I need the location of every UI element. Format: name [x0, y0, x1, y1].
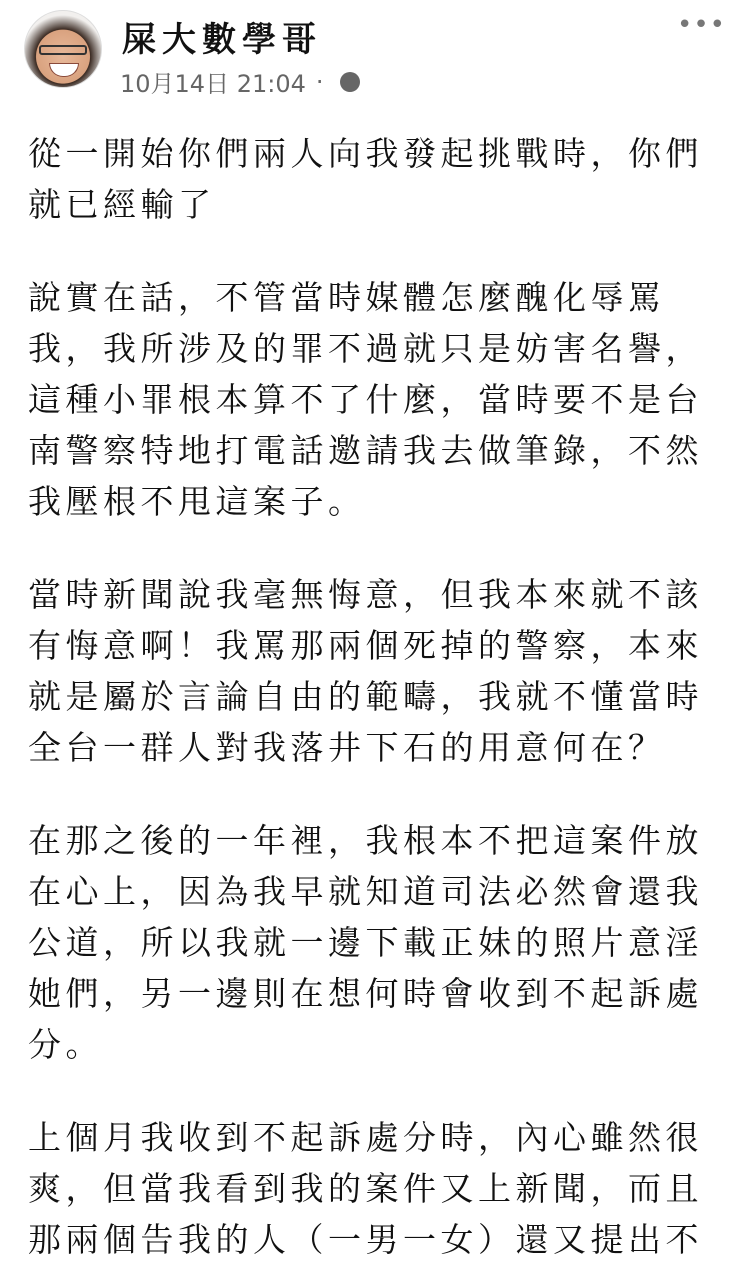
more-options-button[interactable]: ••• — [676, 10, 726, 40]
post-text-line: 分。 — [28, 1025, 103, 1064]
post-text-line: 從一開始你們兩人向我發起挑戰時，你們 — [28, 134, 703, 173]
avatar-glasses — [39, 45, 87, 55]
post-meta — [120, 64, 360, 99]
post-text-line: 在心上，因為我早就知道司法必然會還我 — [28, 872, 703, 911]
post-paragraph — [28, 1112, 728, 1265]
avatar-mouth — [49, 63, 79, 77]
post-text-line: 南警察特地打電話邀請我去做筆錄，不然 — [28, 431, 703, 470]
post-text-line: 全台一群人對我落井下石的用意何在？ — [28, 728, 666, 767]
author-avatar[interactable] — [24, 10, 102, 88]
post-text-line: 我，我所涉及的罪不過就只是妨害名譽， — [28, 329, 703, 368]
post-paragraph — [28, 128, 728, 230]
post-text-line: 在那之後的一年裡，我根本不把這案件放 — [28, 821, 703, 860]
meta-separator: · — [315, 67, 324, 96]
paragraph-gap — [28, 527, 728, 569]
post-text-line: 上個月我收到不起訴處分時，內心雖然很 — [28, 1118, 703, 1157]
paragraph-gap — [28, 773, 728, 815]
post-text-line: 爽，但當我看到我的案件又上新聞，而且 — [28, 1169, 703, 1208]
post-text-line: 我壓根不甩這案子。 — [28, 482, 366, 521]
post-paragraph — [28, 272, 728, 527]
post-text-line: 這種小罪根本算不了什麼，當時要不是台 — [28, 380, 703, 419]
post-text-line: 當時新聞說我毫無悔意，但我本來就不該 — [28, 575, 703, 614]
paragraph-gap — [28, 230, 728, 272]
post-body — [28, 128, 728, 1265]
post-text-line: 說實在話，不管當時媒體怎麼醜化辱罵 — [28, 278, 666, 317]
post-text-line: 公道，所以我就一邊下載正妹的照片意淫 — [28, 923, 703, 962]
post-paragraph — [28, 815, 728, 1070]
post-text-line: 那兩個告我的人（一男一女）還又提出不 — [28, 1220, 703, 1259]
globe-icon — [340, 72, 360, 92]
post-text-line: 就是屬於言論自由的範疇，我就不懂當時 — [28, 677, 703, 716]
post-paragraph — [28, 569, 728, 773]
author-name[interactable]: 屎大數學哥 — [122, 20, 322, 60]
post-text-line: 她們，另一邊則在想何時會收到不起訴處 — [28, 974, 703, 1013]
post-text-line: 有悔意啊！我罵那兩個死掉的警察，本來 — [28, 626, 703, 665]
post-timestamp[interactable]: 10月14日 21:04 — [120, 70, 306, 98]
post-text-line: 就已經輸了 — [28, 185, 216, 224]
paragraph-gap — [28, 1070, 728, 1112]
